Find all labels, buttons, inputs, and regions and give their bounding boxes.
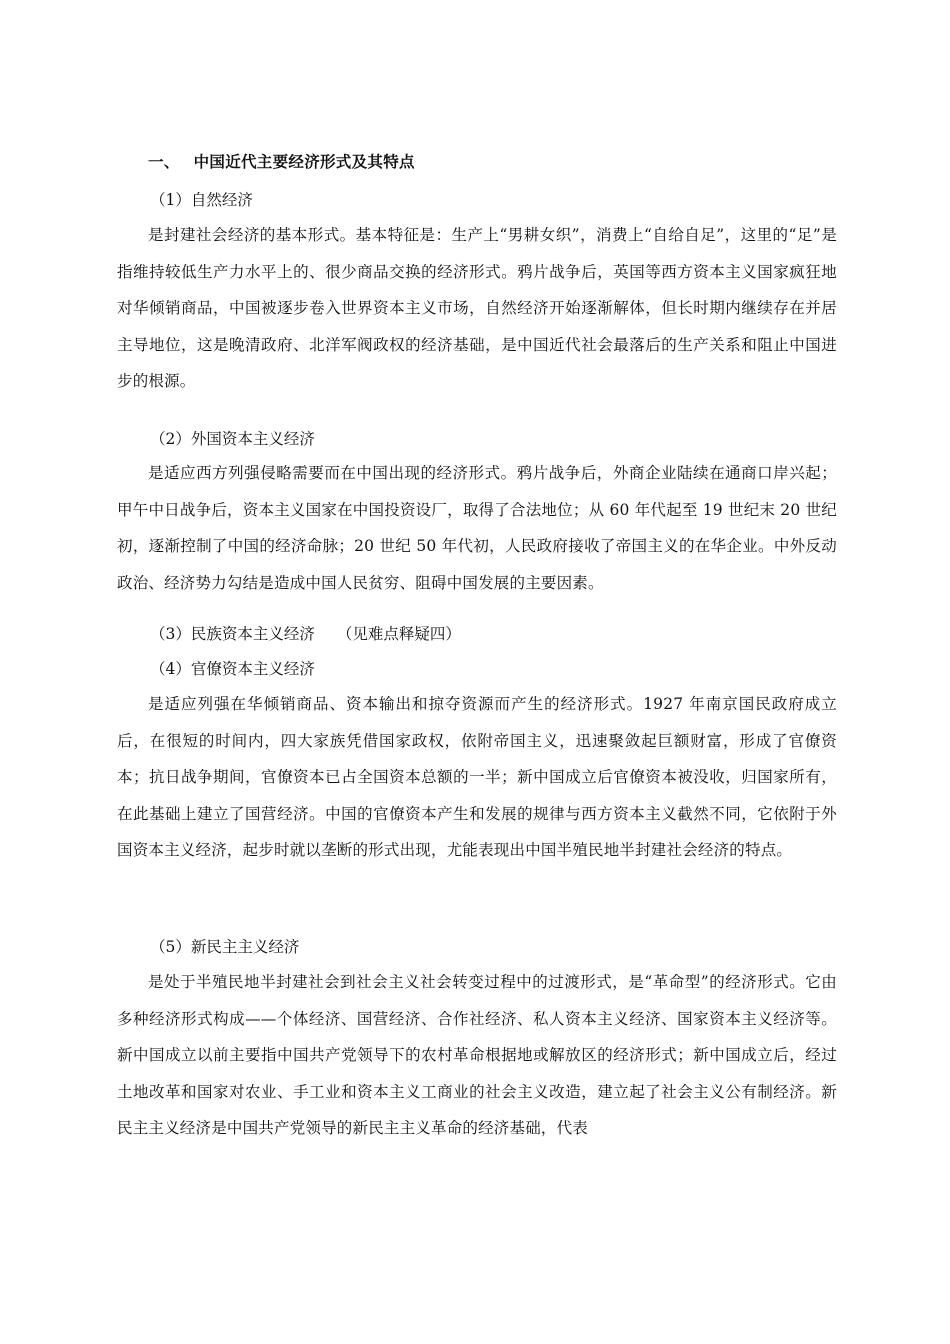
paragraph-natural-economy: 是封建社会经济的基本形式。基本特征是：生产上“男耕女织”，消费上“自给自足”，这里的“足”是指维持较低生产力水平上的、很少商品交换的经济形式。鸦片战争后，英国等西方资本主义国家疯狂地对华倾销商品，中国被逐步卷入世界资本主义市场，自然经济开始逐渐解体，但长时期内继续存在并居主导地位，这是晚清政府、北洋军阀政权的经济基础，是中国近代社会最落后的生产关系和阻止中国进步的根源。 xyxy=(117,226,837,390)
subheading-label: （3）民族资本主义经济 xyxy=(150,625,315,643)
heading-number: 一、 xyxy=(148,153,180,171)
section-heading xyxy=(148,150,415,172)
subheading-label: （1）自然经济 xyxy=(150,191,253,209)
subheading-bureaucratic-capitalism xyxy=(150,657,315,679)
subheading-label: （5）新民主主义经济 xyxy=(150,938,300,956)
subheading-natural-economy xyxy=(150,188,253,210)
subheading-label: （2）外国资本主义经济 xyxy=(150,430,315,448)
subheading-national-capitalism xyxy=(150,622,461,644)
paragraph-new-democratic-economy: 是处于半殖民地半封建社会到社会主义社会转变过程中的过渡形式，是“革命型”的经济形式。它由多种经济形式构成——个体经济、国营经济、合作社经济、私人资本主义经济、国家资本主义经济等。新中国成立以前主要指中国共产党领导下的农村革命根据地或解放区的经济形式；新中国成立后，经过土地改革和国家对农业、手工业和资本主义工商业的社会主义改造，建立起了社会主义公有制经济。新民主主义经济是中国共产党领导的新民主主义革命的经济基础，代表 xyxy=(117,973,837,1137)
paragraph-foreign-capitalism: 是适应西方列强侵略需要而在中国出现的经济形式。鸦片战争后，外商企业陆续在通商口岸兴起；甲午中日战争后，资本主义国家在中国投资设厂，取得了合法地位；从 60 年代起至 19 世纪末 20 世纪初，逐渐控制了中国的经济命脉；20 世纪 50 年代初，人民政府接收了帝国主义的在华企业。中外反动政治、经济势力勾结是造成中国人民贫穷、阻碍中国发展的主要因素。 xyxy=(117,464,837,592)
subheading-new-democratic-economy xyxy=(150,935,299,957)
paragraph-bureaucratic-capitalism: 是适应列强在华倾销商品、资本输出和掠夺资源而产生的经济形式。1927 年南京国民政府成立后，在很短的时间内，四大家族凭借国家政权，依附帝国主义，迅速聚敛起巨额财富，形成了官僚资本；抗日战争期间，官僚资本已占全国资本总额的一半；新中国成立后官僚资本被没收，归国家所有，在此基础上建立了国营经济。中国的官僚资本产生和发展的规律与西方资本主义截然不同，它依附于外国资本主义经济，起步时就以垄断的形式出现，尤能表现出中国半殖民地半封建社会经济的特点。 xyxy=(117,695,837,859)
subheading-foreign-capitalism xyxy=(150,427,315,449)
cross-reference-note: （见难点释疑四） xyxy=(336,625,461,643)
subheading-label: （4）官僚资本主义经济 xyxy=(150,660,315,678)
heading-title: 中国近代主要经济形式及其特点 xyxy=(193,153,415,171)
